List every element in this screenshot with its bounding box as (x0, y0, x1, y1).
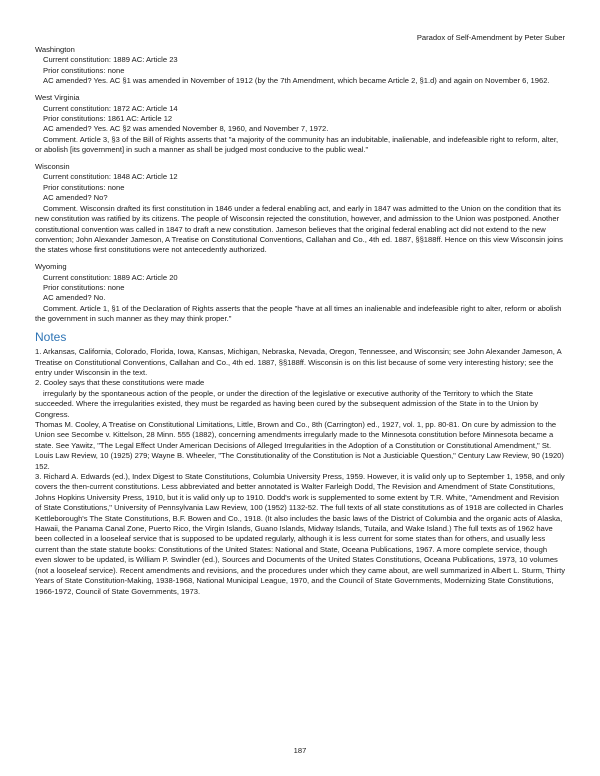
prior-constitutions: Prior constitutions: none (43, 283, 125, 293)
state-name: Washington (35, 45, 75, 54)
amendment-status: AC amended? No. (43, 293, 106, 303)
current-constitution: Current constitution: 1889 AC: Article 20 (43, 272, 178, 282)
state-entry-west-virginia (35, 93, 565, 155)
amendment-status: AC amended? No? (43, 193, 108, 203)
state-comment: Comment. Article 3, §3 of the Bill of Rights asserts that "a majority of the community has an indubitable, inalienable, and indefeasible right to reform, alter, or abolish [its government] in such a manner as shall be judged most conducive to the public weal." (35, 134, 559, 155)
amendment-status: AC amended? Yes. AC §1 was amended in November of 1912 (by the 7th Amendment, which became Article 2, §1.d) and again on November 6, 1962. (43, 76, 550, 86)
prior-constitutions: Prior constitutions: 1861 AC: Article 12 (43, 113, 173, 123)
current-constitution: Current constitution: 1872 AC: Article 14 (43, 103, 178, 113)
notes-heading: Notes (35, 330, 67, 345)
running-header: Paradox of Self-Amendment by Peter Suber (416, 33, 565, 42)
state-name: Wyoming (35, 262, 67, 272)
state-entry-wisconsin (35, 162, 565, 256)
state-name: West Virginia (35, 93, 80, 103)
footnote-2-quote: irregularly by the spontaneous action of the people, or under the direction of the legislative or executive authority of the Territory to which the State succeeded. Where the irregularities existed, they must be regarded as having been cured by the subsequent admission of the State in to the Union by Congress. (35, 388, 539, 419)
current-constitution: Current constitution: 1889 AC: Article 23 (43, 55, 178, 65)
page-number: 187 (293, 746, 307, 755)
current-constitution: Current constitution: 1848 AC: Article 12 (43, 172, 178, 182)
page-content (35, 45, 565, 597)
prior-constitutions: Prior constitutions: none (43, 182, 125, 192)
footnote-1: 1. Arkansas, California, Colorado, Florida, Iowa, Kansas, Michigan, Nebraska, Nevada, Oregon, Tennessee, and Wisconsin; see John Alexander Jameson, A Treatise on Constitutional Conventions, Callahan and Co., 4th ed. 1887, §§188ff. Wisconsin is on this list because of some very interesting history; see the entry under Wisconsin in the text. (35, 347, 562, 377)
state-comment: Comment. Wisconsin drafted its first constitution in 1846 under a federal enabling act, and early in 1847 was admitted to the Union on the condition that its new constitution was ratified by its citizens. The people of Wisconsin rejected the constitution, however, and admission to the Union was postponed. Another constitutional convention was called in 1847 to draft a new constitution. Jameson believes that the original federal enabling act did not extend to the new convention; John Alexander Jameson, A Treatise on Constitutional Conventions, Callahan and Co., 4th ed. 1887, §§188ff. Hence on this view Wisconsin joins the states whose first constitutions were not antecedently authorized. (35, 203, 563, 255)
footnote-2-intro: 2. Cooley says that these constitutions were made (35, 378, 205, 388)
footnote-2-citation: Thomas M. Cooley, A Treatise on Constitutional Limitations, Little, Brown and Co., 8th (Carrington) ed., 1927, vol. 1, pp. 80-81. On cure by admission to the Union see Secombe v. Kittelson, 28 Minn. 555 (1882), concerning amendments irregularly made to the Minnesota constitution before Minnesota became a state. See Yawitz, "The Legal Effect Under American Decisions of Alleged Irregularities in the Adoption of a Constitution or Constitutional Amendment," St. Louis Law Review, 10 (1925) 279; Wayne B. Wheeler, "The Constitutionality of the Constitution is Not a Justiciable Question," Century Law Review, 90 (1920) 152. (35, 420, 564, 471)
state-name: Wisconsin (35, 162, 70, 172)
prior-constitutions: Prior constitutions: none (43, 65, 125, 75)
amendment-status: AC amended? Yes. AC §2 was amended November 8, 1960, and November 7, 1972. (43, 124, 329, 134)
footnote-3: 3. Richard A. Edwards (ed.), Index Digest to State Constitutions, Columbia University Press, 1959. However, it is valid only up to September 1, 1958, and only covers the then-current constitutions. Less abbreviated and better annotated is Walter Farleigh Dodd, The Revision and Amendment of State Constitutions, Johns Hopkins University Press, 1910, but it is valid only up to 1910. Dodd's work is supplemented to some extent by T.R. White, "Amendment and Revision of State Constitutions," University of Pennsylvania Law Review, 100 (1952) 1132-52. The full texts of all state constitutions as of 1918 are collected in Charles Kettleborough's The State Constitutions, B.F. Bowen and Co., 1918. (It also includes the basic laws of the District of Columbia and the organic acts of Alaska, Hawaii, the Panama Canal Zone, Puerto Rico, the Virgin Islands, Guano Islands, Midway Islands, Tutaila, and Wake Island.) The full texts as of 1962 have been collected in a looseleaf service that is supposed to be updated regularly, although it is less current for some states than for others, and usually less current than the state statute books: Constitutions of the United States: National and State, Oceana Publications, 1967. A more complete service, though even slower to be updated, is William P. Swindler (ed.), Sources and Documents of the United States Constitutions, Oceana Publications, 1973, 10 volumes (not a looseleaf service). Recent amendments and revisions, and the procedures under which they came about, are well summarized in Albert L. Sturm, Thirty Years of State Constitution-Making, 1938-1968, National Municipal League, 1970, and the Council of State Governments, Modernizing State Constitutions, 1966-1972, Council of State Governments, 1973. (35, 472, 565, 596)
state-comment: Comment. Article 1, §1 of the Declaration of Rights asserts that the people "have at all times an inalienable and indefeasible right to alter, reform or abolish the government in such manner as they may think proper." (35, 303, 562, 324)
state-entry-wyoming (35, 262, 565, 324)
state-entry-washington (35, 45, 565, 87)
